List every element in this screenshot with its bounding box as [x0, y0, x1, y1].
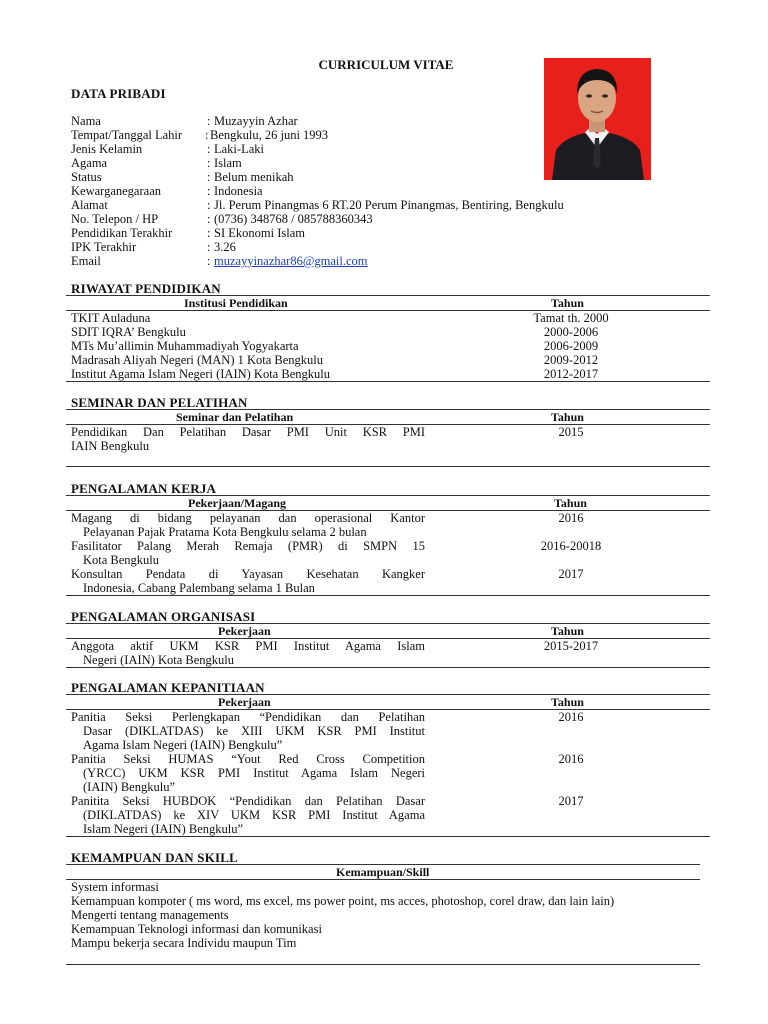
value-birth: Bengkulu, 26 juni 1993: [210, 128, 329, 142]
personal-row-education: [71, 226, 671, 240]
table-row: Pendidikan Dan Pelatihan Dasar PMI Unit KSR PMI: [71, 425, 425, 439]
label-gender: Jenis Kelamin: [71, 142, 143, 156]
table-row: Anggota aktif UKM KSR PMI Institut Agama Islam: [71, 639, 425, 653]
table-row-cont: Negeri (IAIN) Kota Bengkulu: [83, 653, 234, 667]
organization-col-year: Tahun: [551, 624, 584, 638]
table-row-year: 2015: [558, 425, 584, 439]
skills-heading: KEMAMPUAN DAN SKILL: [71, 850, 239, 865]
table-rule: [66, 667, 710, 668]
table-rule: [66, 381, 710, 382]
table-row: Magang di bidang pelayanan dan operasional Kantor: [71, 511, 425, 525]
list-item: Mengerti tentang managements: [71, 908, 229, 922]
separator: :: [205, 128, 209, 142]
value-religion: Islam: [214, 156, 242, 170]
table-row-cont: IAIN Bengkulu: [71, 439, 150, 453]
separator: :: [207, 212, 211, 226]
separator: :: [207, 156, 211, 170]
separator: :: [207, 170, 211, 184]
table-row-year: 2016-20018: [540, 539, 602, 553]
table-row-year: 2009-2012: [543, 353, 599, 367]
table-row-year: 2015-2017: [543, 639, 599, 653]
table-row: Institut Agama Islam Negeri (IAIN) Kota Bengkulu: [71, 367, 330, 381]
organization-table: [66, 623, 710, 669]
table-row-year: 2017: [558, 567, 584, 581]
email-link[interactable]: muzayyinazhar86@gmail.com: [214, 254, 368, 268]
education-heading: RIWAYAT PENDIDIKAN: [71, 281, 221, 296]
label-status: Status: [71, 170, 102, 184]
organization-col-job: Pekerjaan: [218, 624, 271, 638]
separator: :: [207, 114, 211, 128]
personal-heading: DATA PRIBADI: [71, 86, 166, 101]
separator: :: [207, 142, 211, 156]
table-row: Panitia Seksi HUMAS “Yout Red Cross Competition: [71, 752, 425, 766]
label-phone: No. Telepon / HP: [71, 212, 159, 226]
table-row: Konsultan Pendata di Yayasan Kesehatan Kangker: [71, 567, 425, 581]
skills-table-footer: [66, 964, 700, 966]
table-rule: [66, 295, 710, 296]
skills-table-header: [66, 864, 700, 880]
committee-table: [66, 694, 710, 838]
value-last-education: SI Ekonomi Islam: [214, 226, 305, 240]
work-heading: PENGALAMAN KERJA: [71, 481, 217, 496]
table-rule: [66, 964, 700, 965]
work-table: [66, 495, 710, 597]
table-rule: [66, 694, 710, 695]
label-nationality: Kewarganegaraan: [71, 184, 161, 198]
separator: :: [207, 226, 211, 240]
work-col-year: Tahun: [554, 496, 587, 510]
label-name: Nama: [71, 114, 101, 128]
table-rule: [66, 466, 710, 467]
label-gpa: IPK Terakhir: [71, 240, 137, 254]
table-rule: [66, 495, 710, 496]
table-row-cont: (YRCC) UKM KSR PMI Institut Agama Islam Negeri: [83, 766, 425, 780]
education-col-institution: Institusi Pendidikan: [184, 296, 288, 310]
table-row-cont: Agama Islam Negeri (IAIN) Bengkulu”: [83, 738, 283, 752]
table-row-year: 2000-2006: [543, 325, 599, 339]
seminar-heading: SEMINAR DAN PELATIHAN: [71, 395, 248, 410]
organization-heading: PENGALAMAN ORGANISASI: [71, 609, 256, 624]
education-table: [66, 295, 710, 385]
table-row: Madrasah Aliyah Negeri (MAN) 1 Kota Bengkulu: [71, 353, 324, 367]
value-status: Belum menikah: [214, 170, 294, 184]
personal-row-nationality: [71, 184, 671, 198]
personal-row-gpa: [71, 240, 671, 254]
separator: :: [207, 184, 211, 198]
personal-row-gender: [71, 142, 671, 156]
label-address: Alamat: [71, 198, 108, 212]
personal-row-phone: [71, 212, 671, 226]
table-row: Fasilitator Palang Merah Remaja (PMR) di SMPN 15: [71, 539, 425, 553]
value-address: Jl. Perum Pinangmas 6 RT.20 Perum Pinangmas, Bentiring, Bengkulu: [214, 198, 564, 212]
personal-row-religion: [71, 156, 671, 170]
list-item: System informasi: [71, 880, 159, 894]
seminar-col-year: Tahun: [551, 410, 584, 424]
work-col-job: Pekerjaan/Magang: [188, 496, 286, 510]
value-nationality: Indonesia: [214, 184, 263, 198]
table-row-cont: (IAIN) Bengkulu”: [83, 780, 175, 794]
personal-row-name: [71, 114, 671, 128]
table-row-cont: Islam Negeri (IAIN) Bengkulu”: [83, 822, 244, 836]
value-name: Muzayyin Azhar: [214, 114, 298, 128]
table-row: TKIT Auladuna: [71, 311, 151, 325]
table-row: Panitia Seksi Perlengkapan “Pendidikan dan Pelatihan: [71, 710, 425, 724]
personal-row-address: [71, 198, 671, 212]
label-last-education: Pendidikan Terakhir: [71, 226, 173, 240]
table-row-cont: Indonesia, Cabang Palembang selama 1 Bulan: [83, 581, 315, 595]
table-row-year: 2012-2017: [543, 367, 599, 381]
table-rule: [66, 409, 710, 410]
list-item: Kemampuan kompoter ( ms word, ms excel, ms power point, ms acces, photoshop, corel draw, dan lain lain): [71, 894, 615, 908]
committee-col-year: Tahun: [551, 695, 584, 709]
committee-col-job: Pekerjaan: [218, 695, 271, 709]
table-row-cont: Kota Bengkulu: [83, 553, 160, 567]
personal-row-birth: [71, 128, 671, 142]
personal-row-email: [71, 254, 671, 268]
personal-row-status: [71, 170, 671, 184]
table-row: Panitita Seksi HUBDOK “Pendidikan dan Pelatihan Dasar: [71, 794, 425, 808]
table-row-year: 2016: [558, 752, 584, 766]
table-row-year: 2016: [558, 511, 584, 525]
document-title: CURRICULUM VITAE: [318, 57, 454, 72]
table-row-year: Tamat th. 2000: [533, 311, 609, 325]
table-row: SDIT IQRA’ Bengkulu: [71, 325, 186, 339]
table-row-year: 2016: [558, 710, 584, 724]
table-rule: [66, 836, 710, 837]
value-phone: (0736) 348768 / 085788360343: [214, 212, 373, 226]
table-row-cont: Dasar (DIKLATDAS) ke XIII UKM KSR PMI Institut: [83, 724, 425, 738]
education-col-year: Tahun: [551, 296, 584, 310]
skills-list: [71, 880, 701, 950]
list-item: Kemampuan Teknologi informasi dan komunikasi: [71, 922, 322, 936]
seminar-table: [66, 409, 710, 469]
label-birth: Tempat/Tanggal Lahir: [71, 128, 183, 142]
skills-col: Kemampuan/Skill: [336, 865, 430, 879]
committee-heading: PENGALAMAN KEPANITIAAN: [71, 680, 265, 695]
table-rule: [66, 623, 710, 624]
personal-info: [71, 114, 671, 268]
label-email: Email: [71, 254, 101, 268]
separator: :: [207, 240, 211, 254]
value-email: [214, 254, 367, 268]
table-row-year: 2017: [558, 794, 584, 808]
separator: :: [207, 254, 211, 268]
table-rule: [66, 595, 710, 596]
label-religion: Agama: [71, 156, 108, 170]
separator: :: [207, 198, 211, 212]
seminar-col-name: Seminar dan Pelatihan: [176, 410, 294, 424]
table-row: MTs Mu’allimin Muhammadiyah Yogyakarta: [71, 339, 299, 353]
table-row-cont: Pelayanan Pajak Pratama Kota Bengkulu selama 2 bulan: [83, 525, 367, 539]
value-gender: Laki-Laki: [214, 142, 264, 156]
value-gpa: 3.26: [214, 240, 236, 254]
table-row-year: 2006-2009: [543, 339, 599, 353]
list-item: Mampu bekerja secara Individu maupun Tim: [71, 936, 297, 950]
table-row-cont: (DIKLATDAS) ke XIV UKM KSR PMI Institut Agama: [83, 808, 425, 822]
